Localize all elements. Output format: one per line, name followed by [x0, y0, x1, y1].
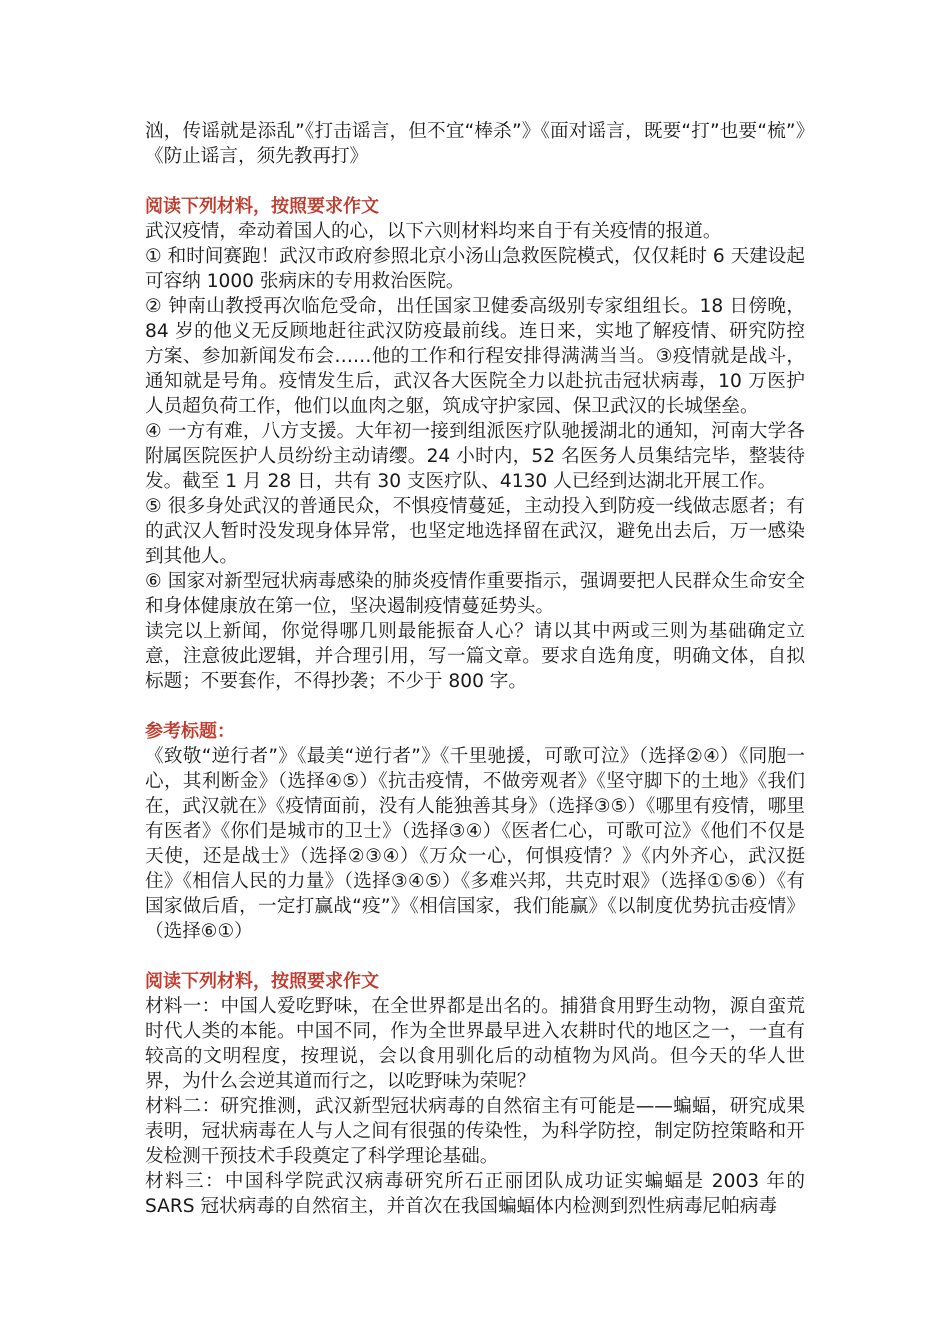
section1-item-1: ① 和时间赛跑！武汉市政府参照北京小汤山急救医院模式，仅仅耗时 6 天建设起可容纳 1000 张病床的专用救治医院。	[145, 246, 805, 292]
section1-item-6: ⑥ 国家对新型冠状病毒感染的肺炎疫情作重要指示，强调要把人民群众生命安全和身体健康放在第一位，坚决遏制疫情蔓延势头。	[145, 571, 805, 617]
material-1: 材料一：中国人爱吃野味，在全世界都是出名的。捕猎食用野生动物，源自蛮荒时代人类的本能。中国不同，作为全世界最早进入农耕时代的地区之一，一直有较高的文明程度，按理说，会以食用驯化后的动植物为风尚。但今天的华人世界，为什么会逆其道而行之，以吃野味为荣呢？	[145, 996, 805, 1092]
section1-item-2: ② 钟南山教授再次临危受命，出任国家卫健委高级别专家组组长。18 日傍晚，84 岁的他义无反顾地赶往武汉防疫最前线。连日来，实地了解疫情、研究防控方案、参加新闻发布会……他的工作和行程安排得满满当当。③疫情就是战斗，通知就是号角。疫情发生后，武汉各大医院全力以赴抗击冠状病毒，10 万医护人员超负荷工作，他们以血肉之躯，筑成守护家园、保卫武汉的长城堡垒。	[145, 296, 805, 417]
material-3: 材料三：中国科学院武汉病毒研究所石正丽团队成功证实蝙蝠是 2003 年的 SARS 冠状病毒的自然宿主，并首次在我国蝙蝠体内检测到烈性病毒尼帕病毒	[145, 1171, 805, 1217]
section1-heading: 阅读下列材料，按照要求作文	[145, 196, 379, 217]
material-2: 材料二：研究推测，武汉新型冠状病毒的自然宿主有可能是——蝙蝠，研究成果表明，冠状病毒在人与人之间有很强的传染性，为科学防控，制定防控策略和开发检测干预技术手段奠定了科学理论基础。	[145, 1096, 805, 1167]
reference-titles: 《致敬“逆行者”》《最美“逆行者”》《千里驰援，可歌可泣》（选择②④）《同胞一心，其利断金》（选择④⑤）《抗击疫情，不做旁观者》《坚守脚下的土地》《我们在，武汉就在》《疫情面前，没有人能独善其身》（选择③⑤）《哪里有疫情，哪里有医者》《你们是城市的卫士》（选择③④）《医者仁心，可歌可泣》《他们不仅是天使，还是战士》（选择②③④）《万众一心，何惧疫情？》《内外齐心，武汉挺住》《相信人民的力量》（选择③④⑤）《多难兴邦，共克时艰》（选择①⑤⑥）《有国家做后盾，一定打赢战“疫”》《相信国家，我们能赢》《以制度优势抗击疫情》（选择⑥①）	[145, 746, 805, 942]
section1-intro: 武汉疫情，牵动着国人的心，以下六则材料均来自于有关疫情的报道。	[145, 221, 722, 242]
section1-prompt: 读完以上新闻，你觉得哪几则最能振奋人心？请以其中两或三则为基础确定立意，注意彼此逻辑，并合理引用，写一篇文章。要求自选角度，明确文体，自拟标题；不要套作，不得抄袭；不少于 800 字。	[145, 621, 805, 692]
section1-item-5: ⑤ 很多身处武汉的普通民众，不惧疫情蔓延，主动投入到防疫一线做志愿者；有的武汉人暂时没发现身体异常，也坚定地选择留在武汉，避免出去后，万一感染到其他人。	[145, 496, 805, 567]
section3-heading: 阅读下列材料，按照要求作文	[145, 971, 379, 992]
section1-item-4: ④ 一方有难，八方支援。大年初一接到组派医疗队驰援湖北的通知，河南大学各附属医院医护人员纷纷主动请缨。24 小时内，52 名医务人员集结完毕，整装待发。截至 1 月 28 日，共有 30 支医疗队、4130 人已经到达湖北开展工作。	[145, 421, 805, 492]
section2-heading: 参考标题：	[145, 721, 235, 742]
top-paragraph: 汹，传谣就是添乱”《打击谣言，但不宜“棒杀”》《面对谣言，既要“打”也要“梳”》《防止谣言，须先教再打》	[145, 121, 805, 167]
